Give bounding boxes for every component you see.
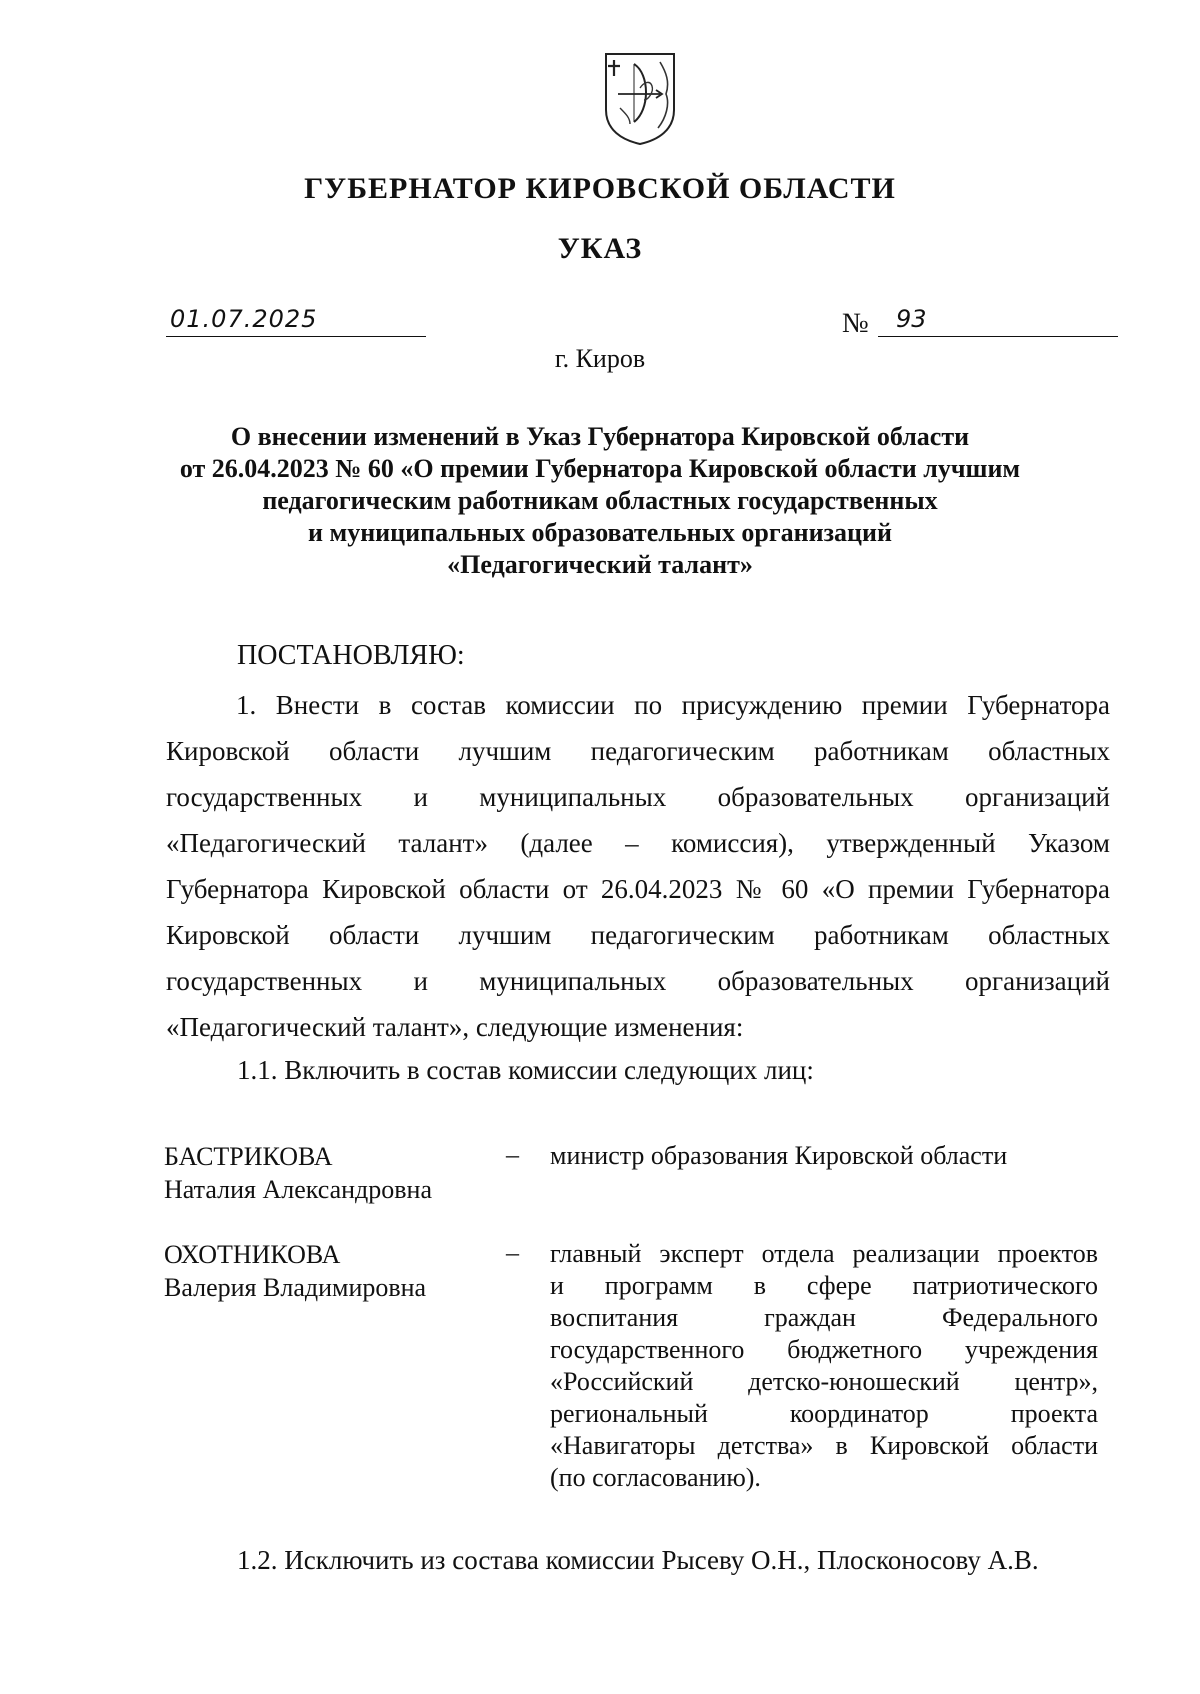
role-line: (по согласованию). bbox=[550, 1463, 761, 1492]
subject-line: и муниципальных образовательных организаций bbox=[308, 518, 892, 547]
role-line: министр образования Кировской области bbox=[550, 1141, 1008, 1170]
paragraph-line: Кировской области лучшим педагогическим работникам областных bbox=[166, 920, 1110, 950]
decree-word: ПОСТАНОВЛЯЮ: bbox=[237, 640, 465, 671]
member-name bbox=[164, 1140, 432, 1206]
paragraph-line: государственных и муниципальных образовательных организаций bbox=[166, 782, 1110, 812]
paragraph-line: Губернатора Кировской области от 26.04.2023 № 60 «О премии Губернатора bbox=[166, 874, 1110, 904]
document-city: г. Киров bbox=[554, 344, 646, 373]
paragraph-line: «Педагогический талант», следующие изменения: bbox=[166, 1012, 744, 1042]
member-dash: – bbox=[506, 1140, 519, 1169]
role-line: воспитания граждан Федерального bbox=[550, 1303, 1098, 1332]
role-line: и программ в сфере патриотического bbox=[550, 1271, 1098, 1300]
role-line: региональный координатор проекта bbox=[550, 1399, 1098, 1428]
subject-line: педагогическим работникам областных государственных bbox=[262, 486, 938, 515]
document-number: 93 bbox=[878, 302, 1118, 337]
member-name bbox=[164, 1238, 426, 1304]
issuing-authority: ГУБЕРНАТОР КИРОВСКОЙ ОБЛАСТИ bbox=[304, 172, 896, 205]
decree-subject bbox=[150, 421, 1050, 581]
member-surname: ОХОТНИКОВА bbox=[164, 1240, 341, 1269]
role-line: государственного бюджетного учреждения bbox=[550, 1335, 1098, 1364]
member-role bbox=[550, 1140, 1098, 1172]
member-given-names: Валерия Владимировна bbox=[164, 1273, 427, 1302]
member-dash: – bbox=[506, 1238, 519, 1267]
role-line: «Навигаторы детства» в Кировской области bbox=[550, 1431, 1098, 1460]
subject-line: от 26.04.2023 № 60 «О премии Губернатора Кировской области лучшим bbox=[179, 454, 1021, 483]
member-given-names: Наталия Александровна bbox=[164, 1175, 432, 1204]
paragraph-1 bbox=[166, 682, 1110, 1050]
paragraph-line: Кировской области лучшим педагогическим работникам областных bbox=[166, 736, 1110, 766]
kirov-region-coat-of-arms-icon bbox=[600, 48, 680, 148]
paragraph-line: «Педагогический талант» (далее – комиссия), утвержденный Указом bbox=[166, 828, 1110, 858]
number-sign: № bbox=[842, 308, 869, 339]
paragraph-1-1: 1.1. Включить в состав комиссии следующих лиц: bbox=[237, 1055, 814, 1085]
paragraph-line: 1. Внести в состав комиссии по присуждению премии Губернатора bbox=[236, 690, 1110, 720]
subject-line: О внесении изменений в Указ Губернатора Кировской области bbox=[230, 422, 970, 451]
subject-line: «Педагогический талант» bbox=[447, 550, 753, 579]
paragraph-1-2: 1.2. Исключить из состава комиссии Рысеву О.Н., Плосконосову А.В. bbox=[237, 1545, 1039, 1575]
paragraph-line: государственных и муниципальных образовательных организаций bbox=[166, 966, 1110, 996]
document-type: УКАЗ bbox=[557, 232, 643, 265]
member-surname: БАСТРИКОВА bbox=[164, 1142, 333, 1171]
document-date: 01.07.2025 bbox=[166, 302, 426, 337]
role-line: главный эксперт отдела реализации проектов bbox=[550, 1239, 1098, 1268]
role-line: «Российский детско-юношеский центр», bbox=[550, 1367, 1098, 1396]
member-role bbox=[550, 1238, 1098, 1494]
